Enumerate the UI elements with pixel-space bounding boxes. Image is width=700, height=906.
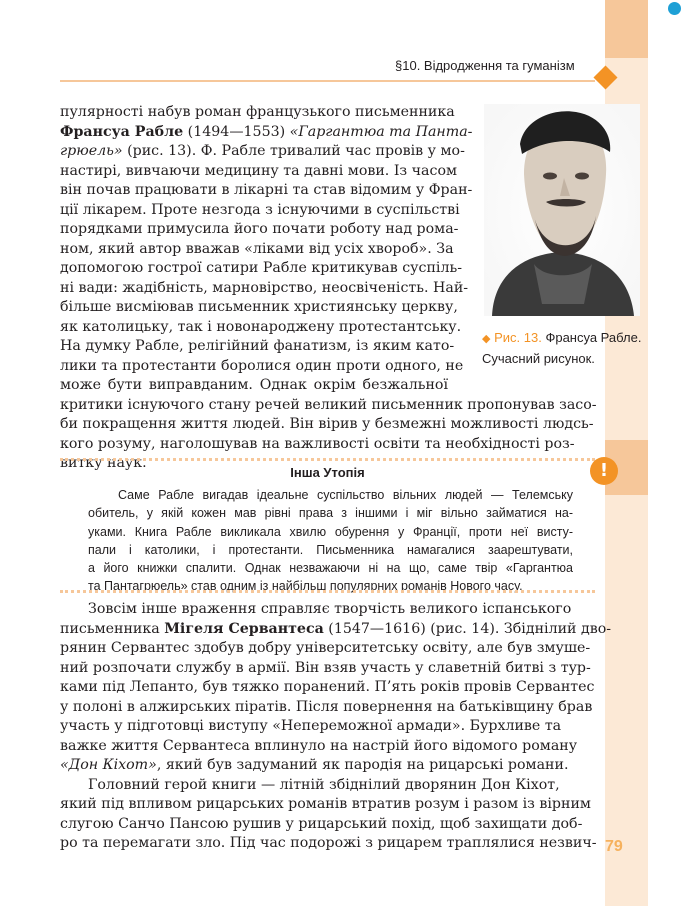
exclamation-icon: ! — [590, 457, 618, 485]
corner-logo-icon — [668, 2, 681, 15]
rabelais-portrait — [484, 104, 640, 316]
box-text-line: уками. Книга Рабле викликала хвилю обурення у Франції, проти неї висту- — [88, 524, 573, 539]
text-line: лики та протестанти боролися один проти одного, не — [60, 357, 464, 374]
text-line: більше висміював письменник християнську церкву, — [60, 299, 458, 315]
text-line: критики існуючого стану речей великий письменник пропонував засо- — [60, 396, 597, 413]
header-rule — [60, 80, 595, 82]
text-line: настирі, вивчаючи медицину та давні мови. Із часом — [60, 162, 458, 179]
text-line: участь у підготовці виступу «Непереможної армади». Бурхливе та — [60, 718, 562, 734]
text-line: кого розуму, наголошував на важливості освіти та необхідності роз- — [60, 435, 575, 452]
text-line: Головний герой книги — літній збіднілий дворянин Дон Кіхот, — [88, 776, 560, 793]
text-line: Зовсім інше враження справляє творчість великого іспанського — [88, 601, 572, 617]
text-line: ні вади: жадібність, марновірство, неосвіченість. Най- — [60, 279, 469, 296]
text-line: грюель» (рис. 13). Ф. Рабле тривалий час провів у мо- — [60, 143, 465, 159]
text-line: порядками примусила його почати роботу над рома- — [60, 221, 459, 237]
box-text-line: обитель, у якій кожен мав рівні права з іншими і міг вільно займатися на- — [88, 506, 573, 521]
info-box-title: Інша Утопія — [290, 465, 365, 480]
box-text-line: пали і католики, і протестанти. Письменника намагалися заарештувати, — [88, 542, 573, 557]
figure-caption — [482, 328, 652, 368]
text-line: На думку Рабле, релігійний фанатизм, із яким като- — [60, 338, 455, 354]
caption-diamond-icon: ◆ — [482, 333, 491, 345]
text-line: «Дон Кіхот», який був задуманий як пародія на рицарські романи. — [60, 757, 569, 773]
info-box-text — [88, 486, 573, 596]
header-tab — [605, 0, 648, 58]
text-line: пулярності набув роман французького письменника — [60, 104, 455, 120]
paragraph-cervantes — [60, 600, 612, 854]
caption-subtext: Сучасний рисунок. — [482, 351, 595, 366]
caption-label: Рис. 13. — [494, 330, 542, 345]
text-line: письменника Мігеля Сервантеса (1547—1616) (рис. 14). Збіднілий дво- — [60, 620, 612, 637]
box-text-line: а його книжки спалити. Однак незважаючи ні на що, саме твір «Гаргантюа — [88, 561, 573, 576]
box-top-divider — [60, 458, 595, 461]
text-line: слугою Санчо Пансою рушив у рицарський похід, щоб захищати доб- — [60, 815, 583, 832]
text-line: у полоні в алжирських піратів. Після повернення на батьківщину брав — [60, 698, 593, 715]
text-line: ції лікарем. Проте незгода з існуючими в суспільстві — [60, 201, 460, 218]
caption-text: Франсуа Рабле. — [545, 330, 642, 345]
text-line: може бути виправданим. Однак окрім безжальної — [60, 377, 448, 393]
text-line: ном, який автор вважав «ліками від усіх хвороб». За — [60, 240, 454, 257]
text-line: ний розпочати службу в армії. Він взяв участь у славетній битві з тур- — [60, 659, 591, 676]
text-line: витку наук. — [60, 455, 147, 471]
text-line: Франсуа Рабле (1494—1553) «Гаргантюа та Панта- — [60, 123, 473, 140]
text-line: допомогою гострої сатири Рабле критикував суспіль- — [60, 260, 462, 276]
text-line: він почав працювати в лікарні та став відомим у Фран- — [60, 182, 473, 198]
text-line: ками під Лепанто, був тяжко поранений. П’ять років провів Сервантес — [60, 679, 595, 695]
page-number: 79 — [605, 838, 623, 855]
text-line: який під впливом рицарських романів втратив розум і разом із вірним — [60, 796, 591, 812]
box-bottom-divider — [60, 590, 595, 593]
text-line: рянин Сервантес здобув добру університетську освіту, але був змуше- — [60, 640, 591, 656]
box-text-line: та Пантагрюель» став одним із найбільш популярних романів Нового часу. — [88, 579, 523, 594]
text-line: важке життя Сервантеса вплинуло на настрій його відомого роману — [60, 737, 578, 754]
text-line: ро та перемагати зло. Під час подорожі з рицарем траплялися незвич- — [60, 835, 597, 851]
section-title: §10. Відродження та гуманізм — [395, 58, 575, 73]
text-line: як католицьку, так і новонароджену протестантську. — [60, 318, 462, 335]
box-text-line: Саме Рабле вигадав ідеальне суспільство вільних людей — Телемську — [118, 488, 573, 502]
text-line: би покращення життя людей. Він вірив у безмежні можливості людсь- — [60, 416, 594, 432]
